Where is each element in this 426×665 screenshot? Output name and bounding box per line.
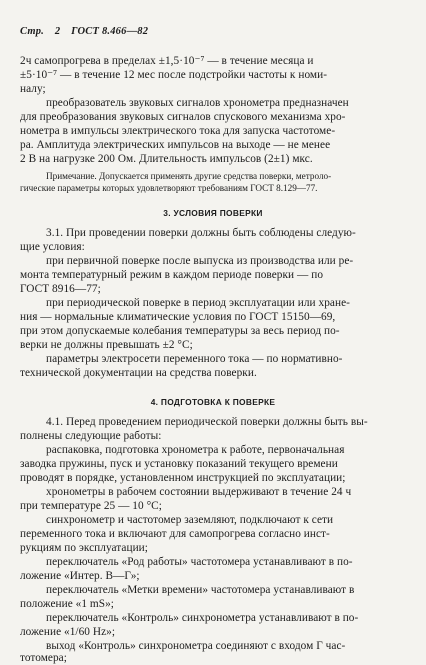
text-line: 3.1. При проведении поверки должны быть соблюдены следую- [46, 227, 356, 239]
page-label: Стр. [20, 26, 44, 37]
text-line: рукциям по эксплуатации; [20, 542, 148, 554]
text-line: переключатель «Род работы» частотомера устанавливают в по- [46, 556, 353, 568]
text-line: при периодической поверке в период эксплуатации или хране- [46, 297, 350, 309]
text-line: преобразователь звуковых сигналов хронометра предназначен [46, 97, 349, 109]
text-line: щие условия: [20, 241, 85, 253]
text-line: переключатель «Метки времени» частотомера устанавливают в [46, 584, 355, 596]
text-line: 4.1. Перед проведением периодической поверки должны быть вы- [46, 416, 368, 428]
section-heading: 4. ПОДГОТОВКА К ПОВЕРКЕ [150, 397, 276, 407]
text-line: ра. Амплитуда электрических импульсов на выходе — не менее [20, 139, 331, 151]
text-line: нометра в импульсы электрического тока для запуска частотоме- [20, 125, 336, 137]
text-line: положение «1 mS»; [20, 598, 114, 610]
text-line: ГОСТ 8916—77; [20, 283, 101, 295]
text-line: полнены следующие работы: [20, 430, 162, 442]
text-line: монта температурный режим в каждом периоде поверки — по [20, 269, 324, 281]
text-line: верки не должны превышать ±2 °С; [20, 339, 193, 351]
text-line: синхронометр и частотомер заземляют, подключают к сети [46, 514, 334, 526]
text-line: ложение «1/60 Hz»; [20, 626, 116, 638]
text-line: при этом допускаемые колебания температуры за весь период по- [20, 325, 340, 337]
text-line: ложение «Интер. В—Г»; [20, 570, 140, 582]
text-line: распаковка, подготовка хронометра к работе, первоначальная [46, 444, 345, 456]
text-line: проводят в порядке, установленном инструкцией по эксплуатации; [20, 472, 346, 484]
text-line: тотомера; [20, 652, 67, 664]
note-line: Примечание. Допускается применять другие средства поверки, метроло- [46, 171, 332, 181]
text-line: налу; [20, 83, 46, 95]
text-line: 2 В на нагрузке 200 Ом. Длительность импульсов (2±1) мкс. [20, 153, 313, 165]
page-header [20, 26, 156, 37]
text-line: заводка пружины, пуск и установку показаний текущего времени [20, 458, 338, 470]
text-line: выход «Контроль» синхронометра соединяют с входом Г час- [46, 640, 346, 652]
text-line: при температуре 25 — 10 °С; [20, 500, 162, 512]
text-line: для преобразования звуковых сигналов спускового механизма хро- [20, 111, 346, 123]
text-line: ±5·10⁻⁷ — в течение 12 мес после подстройки частоты к номи- [20, 69, 328, 81]
text-line: переменного тока и включают для самопрогрева согласно инст- [20, 528, 330, 540]
note-line: гические параметры которых удовлетворяют требованиям ГОСТ 8.129—77. [20, 183, 318, 193]
text-line: технической документации на средства поверки. [20, 367, 257, 379]
text-line: параметры электросети переменного тока — по нормативно- [46, 353, 343, 365]
text-line: ния — нормальные климатические условия по ГОСТ 15150—69, [20, 311, 336, 323]
standard-code: ГОСТ 8.466—82 [71, 26, 149, 37]
section-heading: 3. УСЛОВИЯ ПОВЕРКИ [163, 208, 263, 218]
text-line: переключатель «Контроль» синхронометра устанавливают в по- [46, 612, 359, 624]
text-line: хронометры в рабочем состоянии выдерживают в течение 24 ч [46, 486, 352, 498]
page-number: 2 [54, 26, 61, 37]
text-line: при первичной поверке после выпуска из производства или ре- [46, 255, 354, 267]
text-line: 2ч самопрогрева в пределах ±1,5·10⁻⁷ — в течение месяца и [20, 55, 314, 67]
